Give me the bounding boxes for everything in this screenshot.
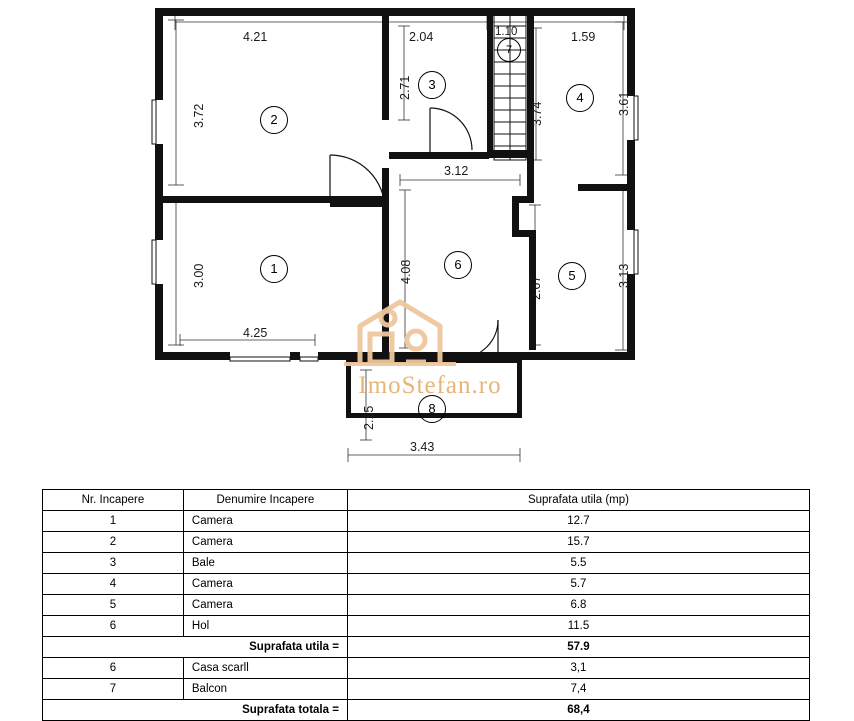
table-header-row (43, 490, 810, 511)
cell-name: Bale (183, 553, 347, 574)
dimension-4-21: 4.21 (243, 30, 268, 44)
areas-table (42, 489, 810, 721)
dimension-2-15: 2.15 (362, 405, 376, 430)
cell-name: Hol (183, 616, 347, 637)
cell-area: 6.8 (347, 595, 809, 616)
table-row (43, 679, 810, 700)
room-marker-1: 1 (260, 255, 288, 283)
room-marker-4: 4 (566, 84, 594, 112)
room-marker-3: 3 (418, 71, 446, 99)
watermark-text: ImoStefan.ro (358, 372, 502, 399)
room-marker-5: 5 (558, 262, 586, 290)
cell-name: Casa scarll (183, 658, 347, 679)
dimension-3-13: 3.13 (617, 263, 631, 288)
room-marker-7: 7 (497, 38, 521, 62)
dimension-2-67: 2.67 (529, 275, 543, 300)
cell-area: 5.7 (347, 574, 809, 595)
total-label: Suprafata totala = (43, 700, 348, 721)
subtotal-value: 57.9 (347, 637, 809, 658)
cell-nr: 6 (43, 616, 184, 637)
cell-name: Camera (183, 532, 347, 553)
cell-nr: 6 (43, 658, 184, 679)
subtotal-label: Suprafata utila = (43, 637, 348, 658)
cell-area: 7,4 (347, 679, 809, 700)
table-row (43, 511, 810, 532)
cell-area: 3,1 (347, 658, 809, 679)
table-subtotal-row (43, 637, 810, 658)
room-marker-6: 6 (444, 251, 472, 279)
total-value: 68,4 (347, 700, 809, 721)
dimension-3-72: 3.72 (192, 103, 206, 128)
room-marker-8: 8 (418, 395, 446, 423)
dimension-4-25: 4.25 (243, 326, 268, 340)
cell-area: 12.7 (347, 511, 809, 532)
dimension-4-08: 4.08 (399, 259, 413, 284)
cell-area: 5.5 (347, 553, 809, 574)
table-total-row (43, 700, 810, 721)
room-schedule-table (42, 489, 810, 721)
dimension-2-04: 2.04 (409, 30, 434, 44)
dimension-3-00: 3.00 (192, 263, 206, 288)
table-row (43, 595, 810, 616)
room-marker-2: 2 (260, 106, 288, 134)
dimension-2-71: 2.71 (398, 75, 412, 100)
cell-name: Camera (183, 511, 347, 532)
cell-name: Camera (183, 595, 347, 616)
dimension-3-61: 3.61 (617, 91, 631, 116)
table-row (43, 658, 810, 679)
cell-name: Balcon (183, 679, 347, 700)
cell-area: 15.7 (347, 532, 809, 553)
cell-nr: 7 (43, 679, 184, 700)
table-row (43, 532, 810, 553)
cell-nr: 4 (43, 574, 184, 595)
dimension-3-43: 3.43 (410, 440, 435, 454)
cell-name: Camera (183, 574, 347, 595)
dimension-3-12: 3.12 (444, 164, 469, 178)
cell-nr: 1 (43, 511, 184, 532)
table-row (43, 553, 810, 574)
header-name: Denumire Incapere (183, 490, 347, 511)
header-area: Suprafata utila (mp) (347, 490, 809, 511)
dimension-1-59: 1.59 (571, 30, 596, 44)
cell-nr: 2 (43, 532, 184, 553)
cell-nr: 3 (43, 553, 184, 574)
header-nr: Nr. Incapere (43, 490, 184, 511)
dimension-1-10: 1.10 (495, 26, 518, 38)
dimension-3-74: 3.74 (530, 101, 544, 126)
cell-nr: 5 (43, 595, 184, 616)
cell-area: 11.5 (347, 616, 809, 637)
table-row (43, 574, 810, 595)
table-row (43, 616, 810, 637)
